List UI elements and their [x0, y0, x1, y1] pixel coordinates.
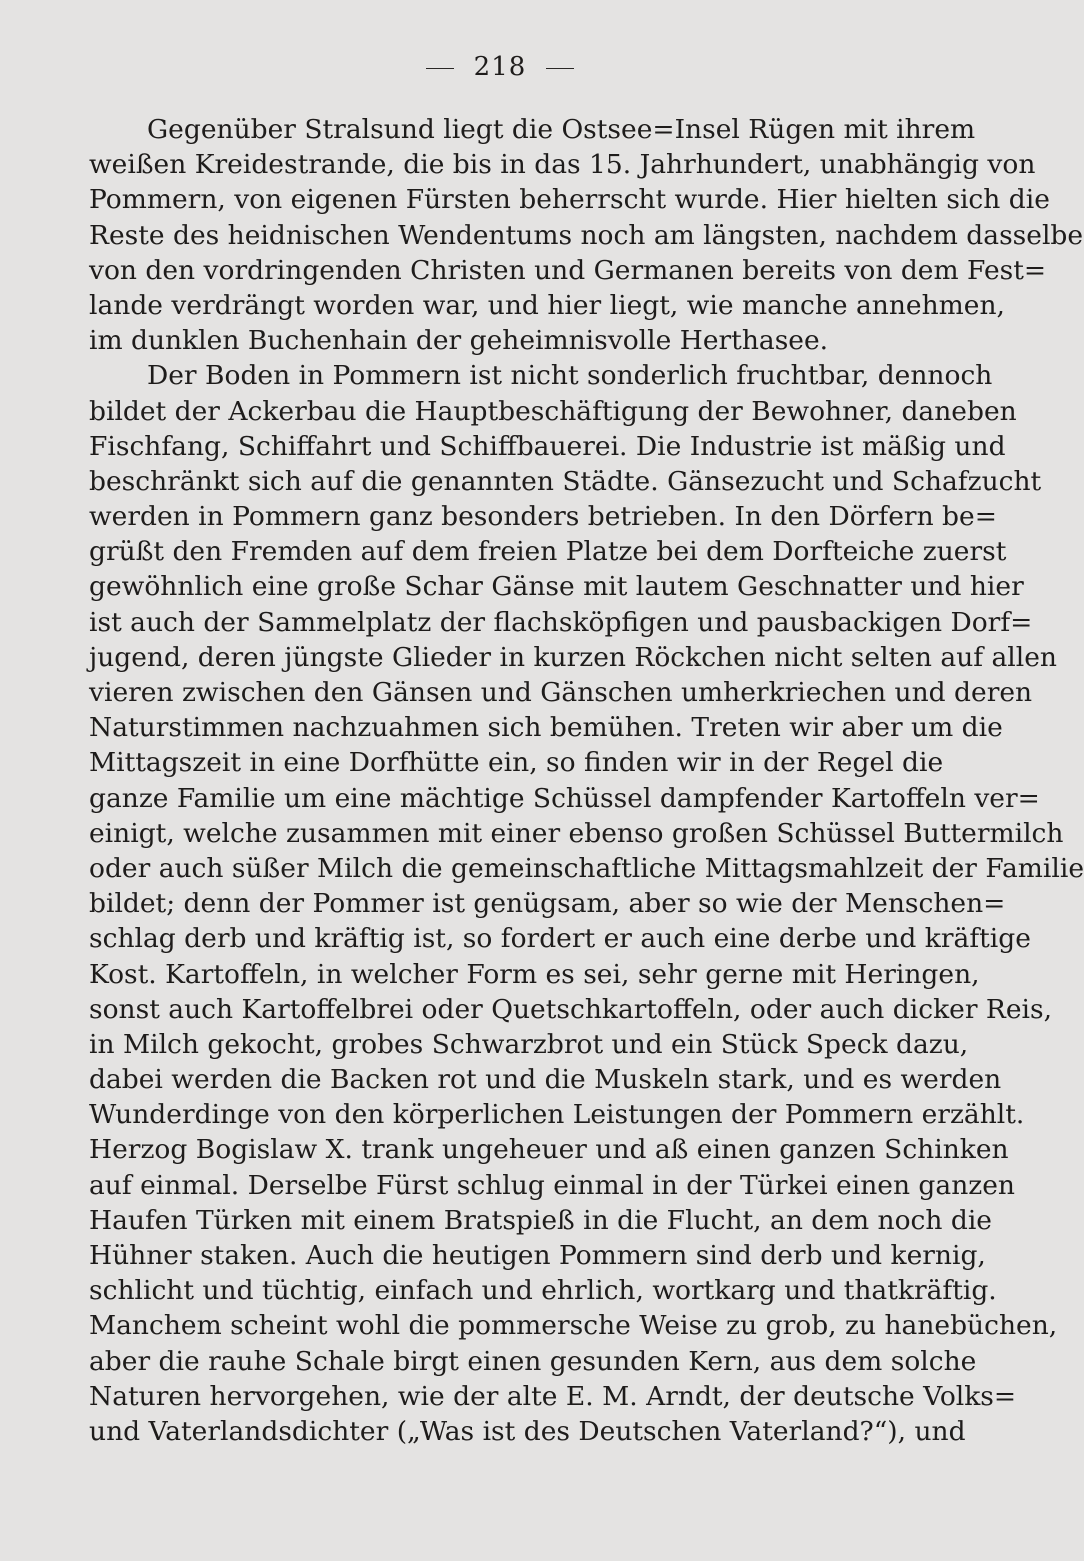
- text-line: werden in Pommern ganz besonders betrieben. In den Dörfern be=: [89, 501, 997, 533]
- text-line: Kost. Kartoffeln, in welcher Form es sei, sehr gerne mit Heringen,: [89, 958, 980, 990]
- text-line: Naturstimmen nachzuahmen sich bemühen. Treten wir aber um die: [89, 712, 1003, 744]
- text-line: aber die rauhe Schale birgt einen gesunden Kern, aus dem solche: [89, 1345, 977, 1377]
- text-line: Fischfang, Schiffahrt und Schiffbauerei. Die Industrie ist mäßig und: [89, 430, 1006, 462]
- text-line: Naturen hervorgehen, wie der alte E. M. Arndt, der deutsche Volks=: [89, 1380, 1017, 1412]
- text-line: Haufen Türken mit einem Bratspieß in die Flucht, an dem noch die: [89, 1204, 992, 1236]
- text-line: Mittagszeit in eine Dorfhütte ein, so finden wir in der Regel die: [89, 747, 944, 779]
- text-line: vieren zwischen den Gänsen und Gänschen umherkriechen und deren: [89, 677, 1033, 708]
- text-line: schlag derb und kräftig ist, so fordert er auch eine derbe und kräftige: [89, 923, 1031, 955]
- text-line: dabei werden die Backen rot und die Muskeln stark, und es werden: [89, 1064, 1002, 1096]
- text-line: jugend, deren jüngste Glieder in kurzen Röckchen nicht selten auf allen: [89, 641, 1057, 673]
- page-number-value: 218: [473, 52, 527, 82]
- text-line: Wunderdinge von den körperlichen Leistungen der Pommern erzählt.: [89, 1099, 1025, 1131]
- text-line: auf einmal. Derselbe Fürst schlug einmal in der Türkei einen ganzen: [89, 1169, 1015, 1201]
- text-line: lande verdrängt worden war, und hier liegt, wie manche annehmen,: [89, 289, 1005, 321]
- text-line: in Milch gekocht, grobes Schwarzbrot und ein Stück Speck dazu,: [89, 1028, 969, 1060]
- page-number: [0, 52, 1000, 82]
- text-line: grüßt den Fremden auf dem freien Platze bei dem Dorfteiche zuerst: [89, 536, 1007, 568]
- text-line: Reste des heidnischen Wendentums noch am längsten, nachdem dasselbe: [89, 219, 1084, 251]
- text-line: im dunklen Buchenhain der geheimnisvolle Herthasee.: [89, 325, 829, 357]
- text-line: gewöhnlich eine große Schar Gänse mit lautem Geschnatter und hier: [89, 571, 1024, 603]
- text-line: von den vordringenden Christen und Germanen bereits von dem Fest=: [89, 254, 1047, 286]
- text-line: und Vaterlandsdichter („Was ist des Deutschen Vaterland?“), und: [89, 1415, 966, 1447]
- page-number-left-dash: [426, 68, 454, 69]
- text-line: Pommern, von eigenen Fürsten beherrscht wurde. Hier hielten sich die: [89, 184, 1050, 216]
- text-line: Manchem scheint wohl die pommersche Weise zu grob, zu hanebüchen,: [89, 1310, 1058, 1342]
- text-line: Herzog Bogislaw X. trank ungeheuer und aß einen ganzen Schinken: [89, 1134, 1009, 1166]
- text-line: oder auch süßer Milch die gemeinschaftliche Mittagsmahlzeit der Familie: [89, 852, 1084, 884]
- text-line: ganze Familie um eine mächtige Schüssel dampfender Kartoffeln ver=: [89, 782, 1040, 814]
- text-line: einigt, welche zusammen mit einer ebenso großen Schüssel Buttermilch: [89, 817, 1064, 849]
- text-line: beschränkt sich auf die genannten Städte. Gänsezucht und Schafzucht: [89, 465, 1042, 497]
- text-line: Der Boden in Pommern ist nicht sonderlich fruchtbar, dennoch: [147, 360, 993, 392]
- text-line: bildet der Ackerbau die Hauptbeschäftigung der Bewohner, daneben: [89, 395, 1017, 427]
- text-line: ist auch der Sammelplatz der flachsköpfigen und pausbackigen Dorf=: [89, 606, 1033, 638]
- body-text: [89, 112, 1084, 1449]
- text-line: schlicht und tüchtig, einfach und ehrlich, wortkarg und thatkräftig.: [89, 1275, 997, 1307]
- text-line: sonst auch Kartoffelbrei oder Quetschkartoffeln, oder auch dicker Reis,: [89, 993, 1053, 1025]
- text-line: bildet; denn der Pommer ist genügsam, aber so wie der Menschen=: [89, 888, 1006, 920]
- text-line: Hühner staken. Auch die heutigen Pommern sind derb und kernig,: [89, 1240, 986, 1271]
- text-line: weißen Kreidestrande, die bis in das 15. Jahrhundert, unabhängig von: [89, 149, 1036, 181]
- page-number-right-dash: [546, 68, 574, 69]
- text-line: Gegenüber Stralsund liegt die Ostsee=Insel Rügen mit ihrem: [147, 114, 976, 145]
